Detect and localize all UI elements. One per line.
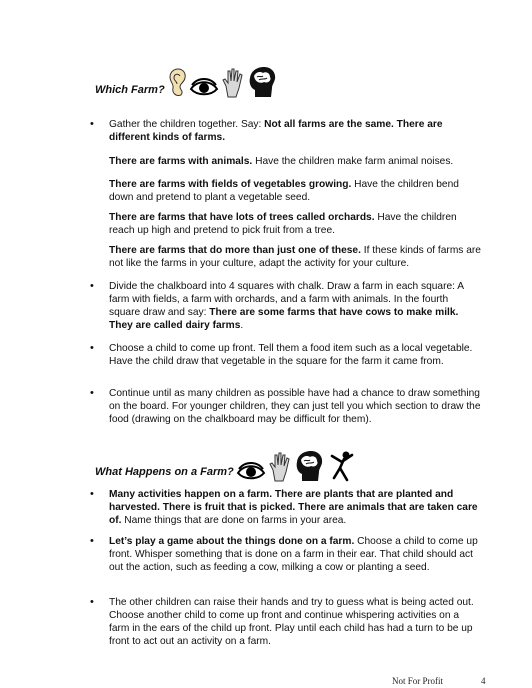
bullet-marker: •	[90, 488, 94, 500]
list-item	[109, 387, 481, 426]
hand-icon	[221, 68, 245, 98]
section-title: What Happens on a Farm?	[95, 466, 234, 478]
item-text: Name things that are done on farms in your area.	[121, 515, 347, 526]
list-item	[109, 488, 481, 527]
footer-label: Not For Profit	[392, 676, 444, 686]
head-brain-icon	[247, 66, 277, 98]
sub-text: Have the children bend down and pretend to plant a vegetable seed.	[109, 179, 459, 203]
eye-icon	[189, 76, 219, 98]
head-brain-icon	[294, 450, 324, 482]
item-bold-text: Many activities happen on a farm. There are plants that are planted and harvested. There is fruit that is picked. There are animals that are taken care of.	[109, 489, 478, 526]
item-text: Choose a child to come up front. Tell them a food item such as a local vegetable. Have the child draw that vegetable in the square for the farm it came from.	[109, 343, 473, 367]
item-text: Divide the chalkboard into 4 squares with chalk. Draw a farm in each square: A farm with fields, a farm with orchards, and a farm with animals. In the fourth square draw and say:	[109, 281, 464, 318]
sub-paragraph	[109, 155, 481, 168]
item-text: .	[240, 320, 244, 331]
sub-text: Have the children make farm animal noises.	[252, 156, 454, 167]
bullet-marker: •	[90, 118, 94, 130]
item-text: Gather the children together. Say:	[109, 119, 265, 130]
item-bold-text: There are some farms that have cows to make milk. They are called dairy farms	[109, 307, 459, 331]
list-item	[109, 280, 481, 332]
eye-icon	[236, 460, 266, 482]
sub-text: Have the children reach up high and pretend to pick fruit from a tree.	[109, 212, 457, 236]
page-number: 4	[481, 676, 486, 686]
bullet-marker: •	[90, 342, 94, 354]
bullet-marker: •	[90, 535, 94, 547]
section-header-which-farm	[95, 66, 279, 98]
sub-bold-text: There are farms with animals.	[109, 156, 253, 167]
bullet-marker: •	[90, 596, 94, 608]
bullet-marker: •	[90, 280, 94, 292]
ear-icon	[167, 68, 187, 98]
section-title: Which Farm?	[95, 84, 165, 96]
list-item	[109, 342, 481, 368]
list-item	[109, 118, 481, 144]
section-header-what-happens	[95, 450, 358, 482]
sense-icons	[167, 66, 279, 98]
item-text: The other children can raise their hands and try to guess what is being acted out. Choose another child to come up front and continue whispering activities on a farm in the ears of the child up front. Play until each child has had a turn to be up front to act out an activity on a farm.	[109, 597, 474, 647]
sub-paragraph	[109, 211, 481, 237]
list-item	[109, 596, 481, 648]
sub-bold-text: There are farms with fields of vegetables growing.	[109, 179, 352, 190]
sub-paragraph	[109, 244, 481, 270]
item-text: Continue until as many children as possible have had a chance to draw something on the board. For younger children, they can just tell you which section to draw the food (drawing on the chalkboard may be difficult for them).	[109, 388, 481, 425]
list-item	[109, 535, 481, 574]
item-bold-text: Let’s play a game about the things done on a farm.	[109, 536, 355, 547]
item-text: Choose a child to come up front. Whisper something that is done on a farm in their ear. That child should act out the action, such as feeding a cow, milking a cow or planting a seed.	[109, 536, 478, 573]
sub-text: If these kinds of farms are not like the farms in your culture, adapt the activity for your culture.	[109, 245, 481, 269]
sense-icons	[236, 450, 358, 482]
item-bold-text: Not all farms are the same. There are different kinds of farms.	[109, 119, 443, 143]
sub-paragraph	[109, 178, 481, 204]
sub-bold-text: There are farms that do more than just one of these.	[109, 245, 361, 256]
sub-bold-text: There are farms that have lots of trees called orchards.	[109, 212, 375, 223]
hand-icon	[268, 452, 292, 482]
bullet-marker: •	[90, 387, 94, 399]
stretching-person-icon	[326, 450, 356, 482]
